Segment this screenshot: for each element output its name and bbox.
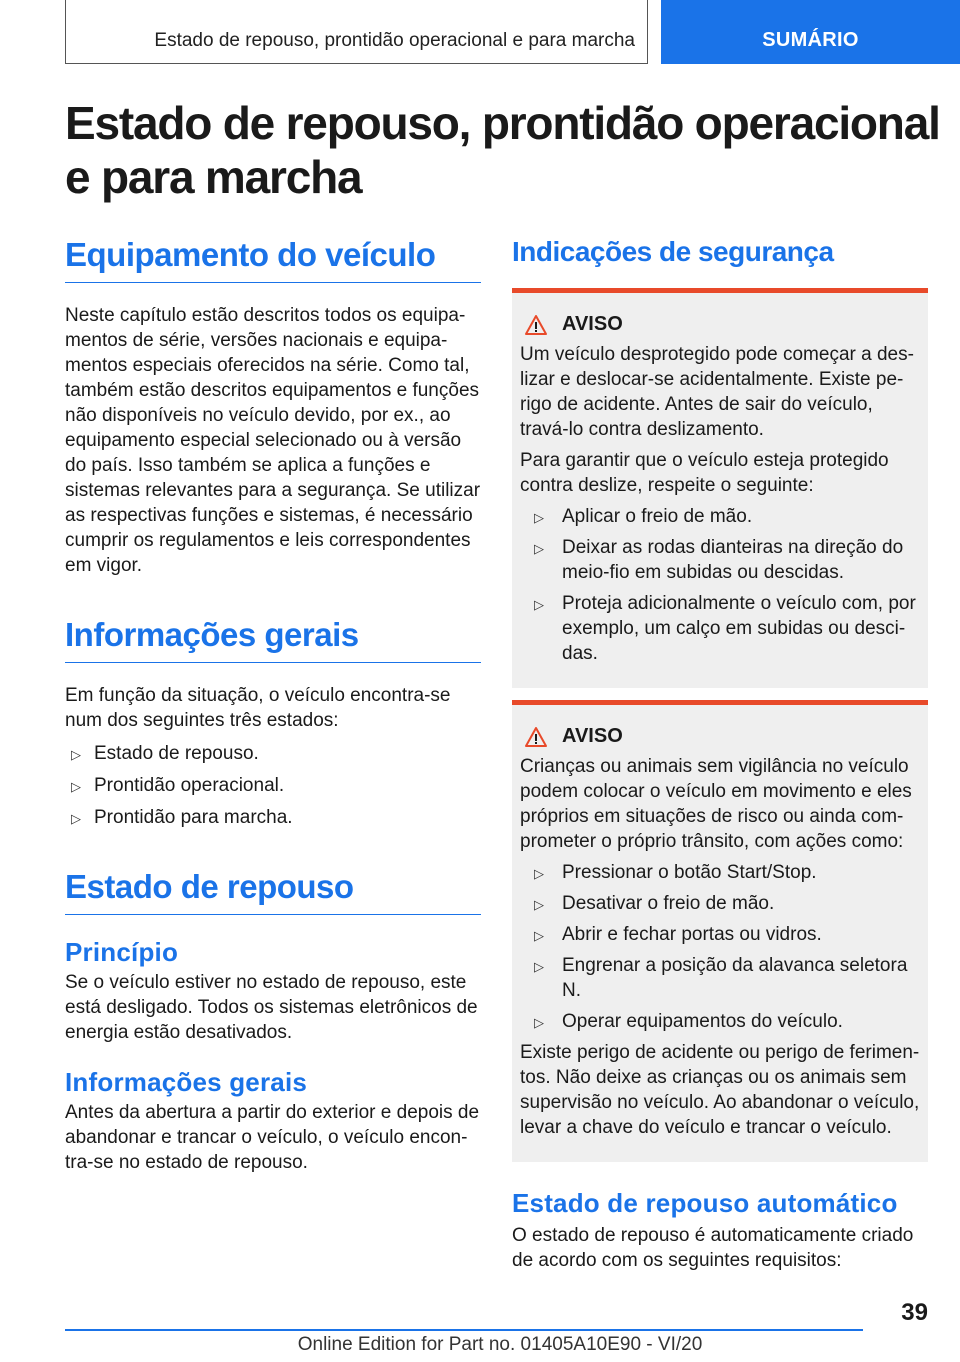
triangle-right-icon: ▷ xyxy=(534,928,544,943)
warning-1-text: Um veículo desprotegido pode começar a deslizar e deslocar-se acidentalmente. Existe perigo de acidente. Antes de sair do veículo, travá-lo contra deslizamento. xyxy=(520,344,914,440)
warning-box-1 xyxy=(512,288,928,688)
heading-general-info-2: Informações gerais xyxy=(65,1067,308,1097)
footer-edition: Online Edition for Part no. 01405A10E90 - VI/20 xyxy=(297,1334,703,1355)
summary-button[interactable]: SUMÁRIO xyxy=(661,0,960,64)
warning-header xyxy=(520,313,920,336)
list-item: ▷ Desativar o freio de mão. xyxy=(520,891,920,916)
warning-label: AVISO xyxy=(562,313,623,335)
heading-auto-rest: Estado de repouso automático xyxy=(512,1188,898,1218)
equipment-text: Neste capítulo estão descritos todos os equipamentos de série, versões nacionais e equipamentos especiais oferecidos na série. Como tal, também estão descritos equipamentos e funções não disponíveis no veículo devido, por ex., ao equipamento especial selecionado ou à versão do país. Isso também se aplica a funções e sistemas relevantes para a segurança. Se utilizar as respectivas funções e sistemas, é necessário cumprir os regulamentos e leis correspondentes em vigor. xyxy=(65,305,481,576)
triangle-right-icon: ▷ xyxy=(534,510,544,525)
states-list xyxy=(65,741,481,830)
warning-1-text-2: Para garantir que o veículo esteja protegido contra deslize, respeite o seguinte: xyxy=(520,450,889,496)
header-section-box xyxy=(65,0,648,64)
list-item: ▷ Prontidão operacional. xyxy=(65,773,481,798)
general-info-text: Em função da situação, o veículo encontra-se num dos seguintes três estados: xyxy=(65,685,451,731)
heading-rest-state: Estado de repouso xyxy=(65,868,481,915)
triangle-right-icon: ▷ xyxy=(534,866,544,881)
right-column xyxy=(512,236,928,1273)
triangle-right-icon: ▷ xyxy=(534,959,544,974)
list-item: ▷ Deixar as rodas dianteiras na direção do meio-fio em subidas ou descidas. xyxy=(534,537,904,583)
triangle-right-icon: ▷ xyxy=(534,541,544,556)
list-item: ▷ Operar equipamentos do veículo. xyxy=(520,1009,920,1034)
triangle-right-icon: ▷ xyxy=(71,811,81,826)
warning-1-list xyxy=(520,504,920,666)
warning-2-list xyxy=(520,860,920,1034)
left-column xyxy=(65,236,481,1175)
triangle-right-icon: ▷ xyxy=(534,1015,544,1030)
triangle-right-icon: ▷ xyxy=(534,897,544,912)
triangle-right-icon: ▷ xyxy=(534,597,544,612)
header-section-title: Estado de repouso, prontidão operacional e para marcha xyxy=(154,29,635,51)
general-info-text-2: Antes da abertura a partir do exterior e depois de abandonar e trancar o veículo, o veículo encontra-se no estado de repouso. xyxy=(65,1102,480,1173)
footer-divider xyxy=(65,1329,863,1331)
list-item: ▷ Prontidão para marcha. xyxy=(65,805,481,830)
warning-2-text: Crianças ou animais sem vigilância no veículo podem colocar o veículo em movimento e eles próprios em situações de risco ou ainda comprometer o próprio trânsito, com ações como: xyxy=(520,756,912,852)
warning-header xyxy=(520,725,920,748)
warning-box-2 xyxy=(512,700,928,1162)
list-item: ▷ Engrenar a posição da alavanca seletora N. xyxy=(534,955,908,1001)
list-item: ▷ Estado de repouso. xyxy=(65,741,481,766)
heading-safety: Indicações de segurança xyxy=(512,236,834,267)
heading-general-info: Informações gerais xyxy=(65,616,481,663)
warning-2-text-2: Existe perigo de acidente ou perigo de ferimentos. Não deixe as crianças ou os animais sem supervisão no veículo. Ao abandonar o veículo, levar a chave do veículo e trancar o veículo. xyxy=(520,1042,920,1138)
heading-principle: Princípio xyxy=(65,937,179,967)
heading-equipment: Equipamento do veículo xyxy=(65,236,481,283)
list-item: ▷ Pressionar o botão Start/Stop. xyxy=(520,860,920,885)
principle-text: Se o veículo estiver no estado de repouso, este está desligado. Todos os sistemas eletrônicos de energia estão desativados. xyxy=(65,972,478,1043)
list-item: ▷ Aplicar o freio de mão. xyxy=(520,504,920,529)
triangle-right-icon: ▷ xyxy=(71,779,81,794)
triangle-right-icon: ▷ xyxy=(71,747,81,762)
warning-triangle-icon xyxy=(524,726,548,748)
list-item: ▷ Abrir e fechar portas ou vidros. xyxy=(520,922,920,947)
page-title: Estado de repouso, prontidão operacional e para marcha xyxy=(65,97,940,203)
warning-triangle-icon xyxy=(524,314,548,336)
auto-rest-text: O estado de repouso é automaticamente criado de acordo com os seguintes requisitos: xyxy=(512,1225,914,1271)
page-number: 39 xyxy=(901,1299,928,1326)
warning-label: AVISO xyxy=(562,725,623,747)
list-item: ▷ Proteja adicionalmente o veículo com, por exemplo, um calço em subidas ou descidas. xyxy=(534,593,916,664)
